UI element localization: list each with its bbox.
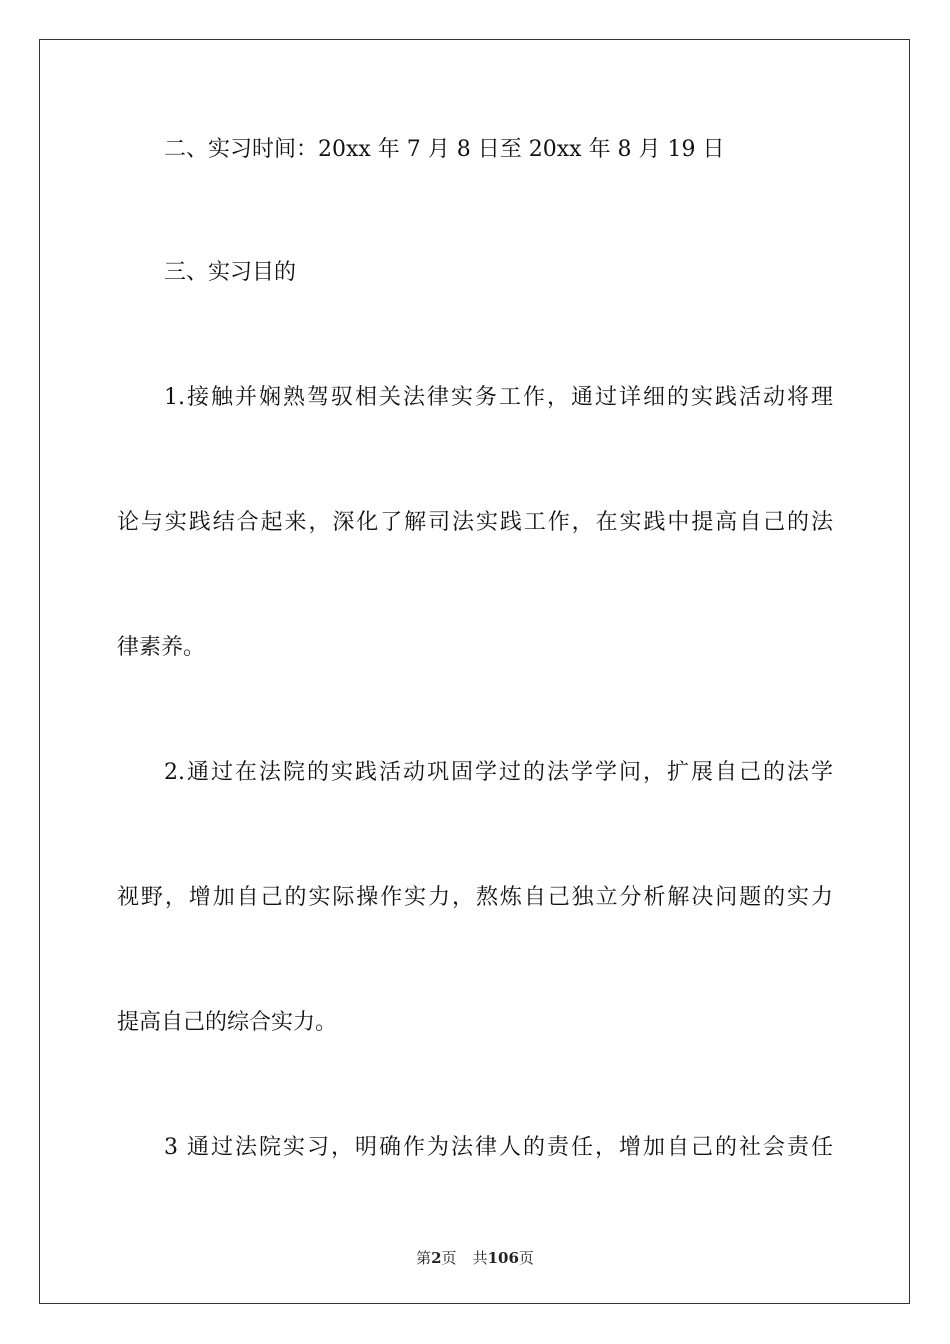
page-suffix: 页 bbox=[441, 1249, 457, 1267]
page-number: 2 bbox=[431, 1249, 442, 1267]
purpose-2-line-3: 提高自己的综合实力。 bbox=[117, 1010, 338, 1035]
purpose-2-line-1: 2.通过在法院的实践活动巩固学过的法学学问，扩展自己的法学 bbox=[164, 760, 833, 785]
total-prefix: 共 bbox=[472, 1249, 488, 1267]
purpose-3-line-1: 3 通过法院实习，明确作为法律人的责任，增加自己的社会责任 bbox=[164, 1135, 833, 1160]
internship-purpose-heading: 三、实习目的 bbox=[164, 260, 297, 285]
purpose-1-line-1: 1.接触并娴熟驾驭相关法律实务工作，通过详细的实践活动将理 bbox=[164, 385, 833, 410]
page-footer bbox=[0, 1248, 950, 1268]
purpose-2-line-2: 视野，增加自己的实际操作实力，熬炼自己独立分析解决问题的实力 bbox=[117, 885, 833, 910]
purpose-1-line-3: 律素养。 bbox=[117, 635, 206, 660]
total-suffix: 页 bbox=[518, 1249, 534, 1267]
purpose-1-line-2: 论与实践结合起来，深化了解司法实践工作，在实践中提高自己的法 bbox=[117, 510, 833, 535]
total-pages: 106 bbox=[487, 1249, 519, 1267]
internship-time-line: 二、实习时间：20xx 年 7 月 8 日至 20xx 年 8 月 19 日 bbox=[164, 137, 725, 162]
page-prefix: 第 bbox=[416, 1249, 432, 1267]
page-border bbox=[39, 39, 910, 1304]
